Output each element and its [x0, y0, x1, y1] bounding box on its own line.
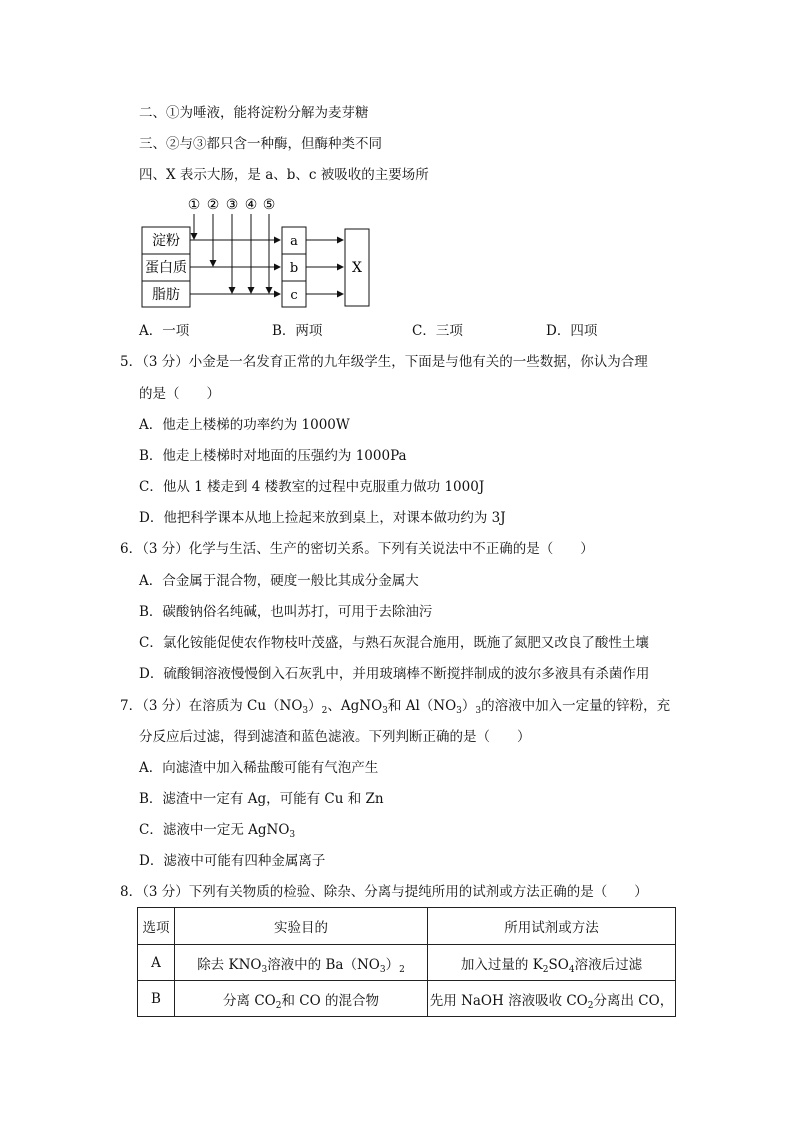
statement-4: 四、X 表示大肠，是 a、b、c 被吸收的主要场所 [139, 167, 429, 183]
q7-stem-cont: 分反应后过滤，得到滤渣和蓝色滤液。下列判断正确的是（ ） [139, 729, 531, 745]
enzyme-label-2: ② [206, 197, 220, 213]
q6-option-a[interactable]: A．合金属于混合物，硬度一般比其成分金属大 [139, 573, 419, 589]
q4-option-a[interactable]: A．一项 [139, 323, 190, 339]
q5-option-a[interactable]: A．他走上楼梯的功率约为 1000W [139, 417, 350, 433]
row-b-purpose: 分离 $CO_2$和 CO 的混合物 [175, 981, 428, 1017]
enzyme-label-1: ① [187, 197, 201, 213]
q7-option-a[interactable]: A．向滤渣中加入稀盐酸可能有气泡产生 [139, 760, 379, 776]
q7-stem: 7．（3 分）在溶质为 $Cu(NO_3)_2$、AgNO$_3$和 $Al(NO_3)_3$的溶液中加入一定量的锌粉，充 [120, 698, 671, 716]
q5-stem-cont: 的是（ ） [139, 386, 220, 402]
nutrient-protein: 蛋白质 [145, 260, 187, 276]
table-row [138, 981, 676, 1017]
enzyme-label-5: ⑤ [262, 197, 276, 213]
organ-x-label: X [352, 260, 362, 276]
q7-option-c[interactable]: C．滤液中一定无 AgNO$_3$ [139, 822, 296, 840]
q7-option-b[interactable]: B．滤渣中一定有 Ag，可能有 Cu 和 Zn [139, 791, 384, 807]
row-b-method: 先用 NaOH 溶液吸收 $CO_2$分离出 CO， [428, 981, 676, 1017]
q7-option-d[interactable]: D．滤液中可能有四种金属离子 [139, 853, 326, 869]
header-option: 选项 [138, 908, 175, 945]
q5-option-b[interactable]: B．他走上楼梯时对地面的压强约为 1000Pa [139, 448, 407, 464]
q6-option-b[interactable]: B．碳酸钠俗名纯碱，也叫苏打，可用于去除油污 [139, 604, 433, 620]
q6-stem: 6．（3 分）化学与生活、生产的密切关系。下列有关说法中不正确的是（ ） [120, 541, 594, 557]
q4-option-b[interactable]: B．两项 [272, 323, 323, 339]
header-method: 所用试剂或方法 [428, 908, 676, 945]
q5-option-c[interactable]: C．他从 1 楼走到 4 楼教室的过程中克服重力做功 1000J [139, 479, 485, 495]
product-a: a [290, 234, 298, 249]
nutrient-fat: 脂肪 [152, 287, 180, 303]
q4-option-c[interactable]: C．三项 [412, 323, 463, 339]
q6-option-c[interactable]: C．氯化铵能促使农作物枝叶茂盛，与熟石灰混合施用，既施了氮肥又改良了酸性土壤 [139, 635, 649, 651]
row-a-method: 加入过量的 $K_2SO_4$溶液后过滤 [428, 945, 676, 981]
statement-3: 三、②与③都只含一种酶，但酶种类不同 [139, 136, 382, 152]
q6-option-d[interactable]: D．硫酸铜溶液慢慢倒入石灰乳中，并用玻璃棒不断搅拌制成的波尔多液具有杀菌作用 [139, 666, 650, 682]
product-c: c [290, 288, 298, 303]
enzyme-label-3: ③ [225, 197, 239, 213]
table-header-row [138, 908, 676, 945]
q4-option-d[interactable]: D．四项 [546, 323, 598, 339]
statement-2: 二、①为唾液，能将淀粉分解为麦芽糖 [139, 105, 369, 121]
enzyme-label-4: ④ [244, 197, 258, 213]
nutrient-starch: 淀粉 [152, 233, 180, 249]
q5-stem: 5．（3 分）小金是一名发育正常的九年级学生，下面是与他有关的一些数据，你认为合理 [120, 354, 648, 370]
digestion-diagram [130, 193, 390, 315]
row-a-purpose: 除去 $KNO_3$溶液中的 $Ba(NO_3)_2$ [175, 945, 428, 981]
table-row [138, 945, 676, 981]
q8-stem: 8．（3 分）下列有关物质的检验、除杂、分离与提纯所用的试剂或方法正确的是（ ） [120, 884, 648, 900]
row-b-option: B [138, 981, 175, 1017]
row-a-option: A [138, 945, 175, 981]
header-purpose: 实验目的 [175, 908, 428, 945]
product-b: b [289, 261, 299, 276]
q5-option-d[interactable]: D．他把科学课本从地上捡起来放到桌上，对课本做功约为 3J [139, 510, 506, 526]
q8-table [137, 907, 676, 1017]
